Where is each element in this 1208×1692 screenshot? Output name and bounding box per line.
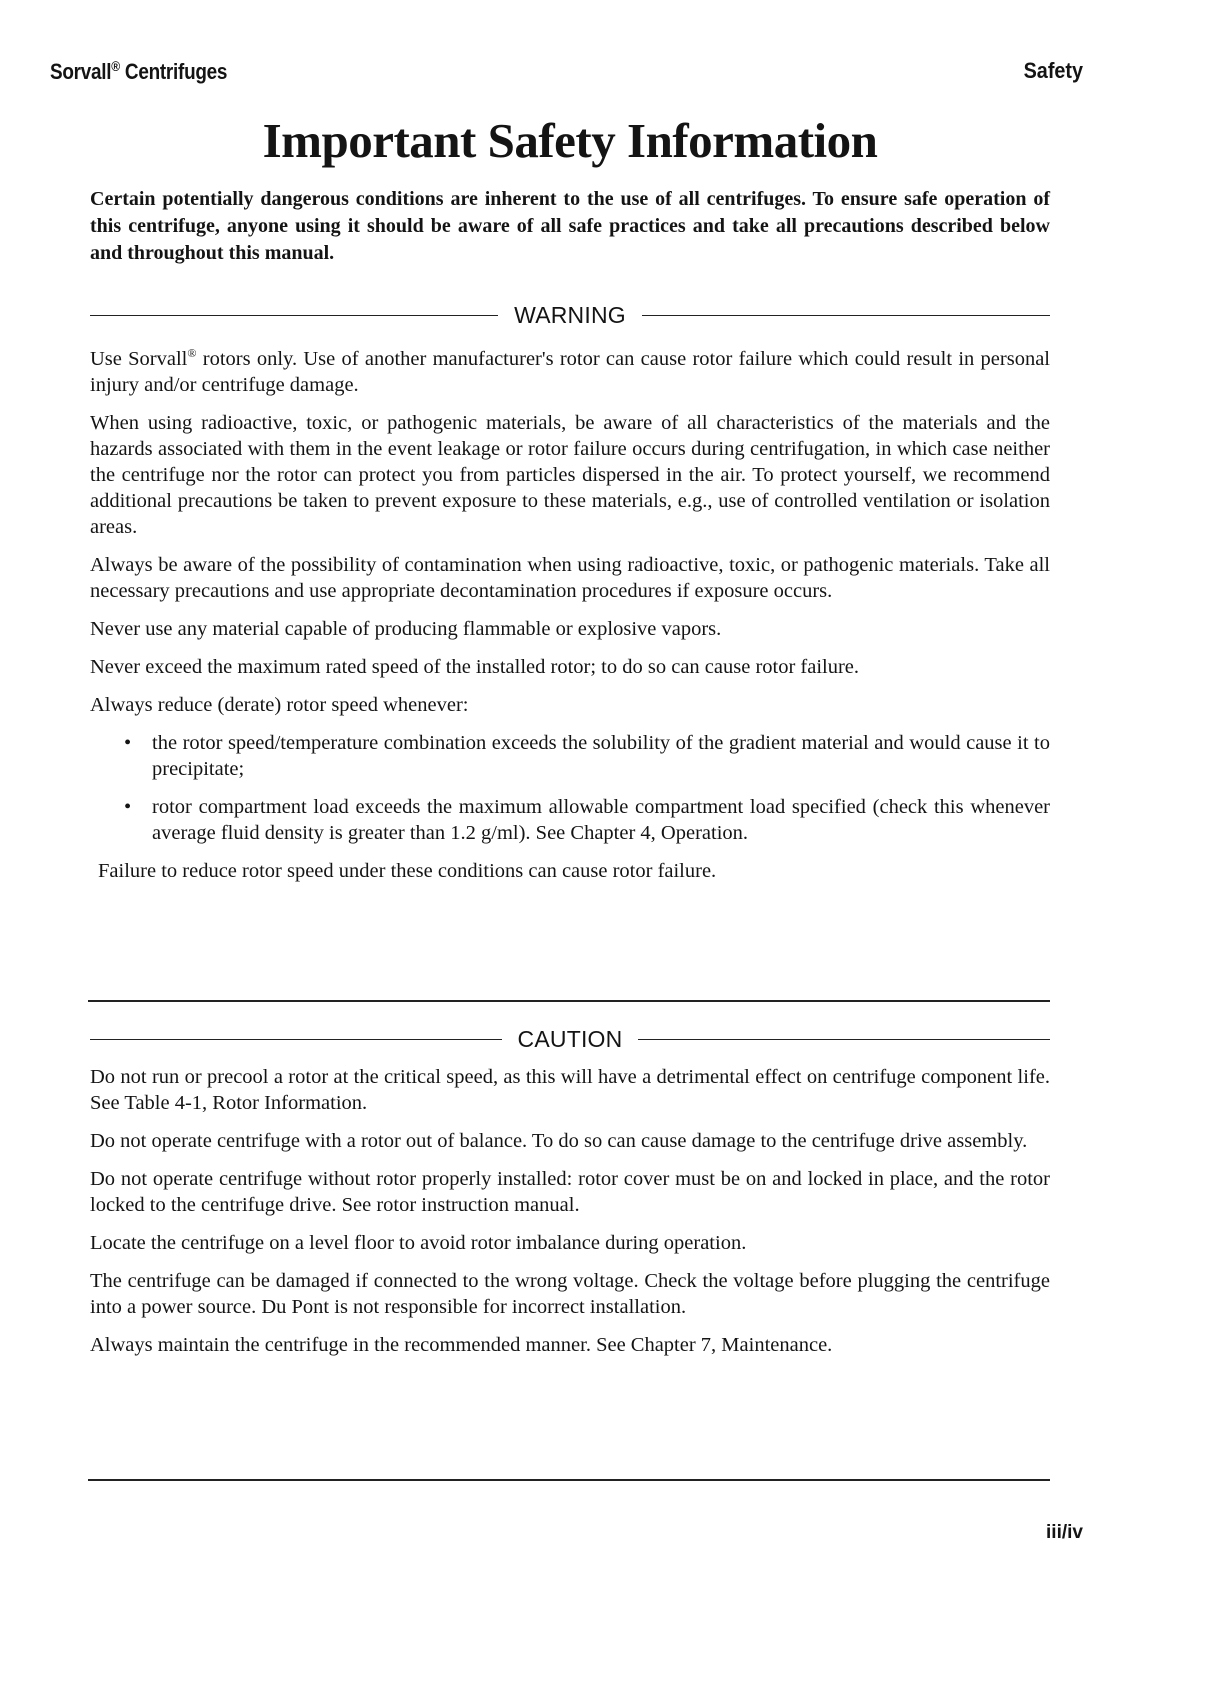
running-header-right: Safety [1023,58,1083,83]
warning-closing: Failure to reduce rotor speed under these conditions can cause rotor failure. [98,859,717,882]
warning-p1-registered-mark: ® [187,346,197,360]
list-item [90,794,1050,846]
running-header-left [50,58,227,85]
caution-paragraph-1: Do not run or precool a rotor at the critical speed, as this will have a detrimental effect on centrifuge component life. See Table 4-1, Rotor Information. [90,1066,1050,1114]
warning-p1-rest: rotors only. Use of another manufacturer's rotor can cause rotor failure which could result in personal injury and/or centrifuge damage. [90,347,1050,396]
bullet-icon: • [124,795,132,818]
list-item-text: the rotor speed/temperature combination exceeds the solubility of the gradient material and would cause it to precipitate; [152,731,1050,780]
caution-paragraph-6: Always maintain the centrifuge in the recommended manner. See Chapter 7, Maintenance. [90,1334,833,1356]
caution-section [90,1064,1050,1370]
caution-heading [90,1026,1050,1053]
warning-paragraph-5: Never exceed the maximum rated speed of the installed rotor; to do so can cause rotor failure. [90,655,860,678]
page-number: iii/iv [1046,1522,1083,1543]
warning-section [90,340,1050,896]
caution-heading-rule-right [638,1039,1050,1040]
page-title: Important Safety Information [262,113,878,168]
caution-heading-rule-left [90,1039,502,1040]
derate-conditions-list [90,730,1050,846]
caution-paragraph-3: Do not operate centrifuge without rotor properly installed: rotor cover must be on and locked in place, and the rotor locked to the centrifuge drive. See rotor instruction manual. [90,1168,1050,1216]
intro-paragraph: Certain potentially dangerous conditions are inherent to the use of all centrifuges. To ensure safe operation of this centrifuge, anyone using it should be aware of all safe practices and take all precautions described below and throughout this manual. [90,188,1050,264]
warning-end-rule [88,1000,1050,1002]
caution-paragraph-4: Locate the centrifuge on a level floor to avoid rotor imbalance during operation. [90,1232,747,1254]
caution-end-rule [88,1479,1050,1481]
warning-heading-label: WARNING [514,302,626,328]
warning-paragraph-4: Never use any material capable of producing flammable or explosive vapors. [90,617,722,640]
header-registered-mark: ® [111,58,120,74]
caution-paragraph-5: The centrifuge can be damaged if connected to the wrong voltage. Check the voltage before plugging the centrifuge into a power source. Du Pont is not responsible for incorrect installation. [90,1270,1050,1318]
warning-p1-start: Use Sorvall [90,347,188,370]
list-item [90,730,1050,782]
bullet-icon: • [124,731,132,754]
warning-heading-rule-left [90,315,498,316]
header-brand-rest: Centrifuges [119,59,228,84]
caution-heading-label: CAUTION [517,1026,623,1052]
warning-paragraph-2: When using radioactive, toxic, or pathogenic materials, be aware of all characteristics of the materials and the hazards associated with them in the event leakage or rotor failure occurs during centrifugation, in which case neither the centrifuge nor the rotor can protect you from particles dispersed in the air. To protect yourself, we recommend additional precautions be taken to prevent exposure to these materials, e.g., use of controlled ventilation or isolation areas. [90,411,1050,538]
header-brand: Sorvall [50,59,112,84]
caution-paragraph-2: Do not operate centrifuge with a rotor out of balance. To do so can cause damage to the centrifuge drive assembly. [90,1130,1028,1152]
warning-paragraph-1 [90,340,1050,398]
list-item-text: rotor compartment load exceeds the maximum allowable compartment load specified (check this whenever average fluid density is greater than 1.2 g/ml). See Chapter 4, Operation. [152,795,1050,844]
warning-heading-rule-right [642,315,1050,316]
warning-paragraph-6: Always reduce (derate) rotor speed whenever: [90,693,469,716]
warning-heading [90,302,1050,329]
warning-paragraph-3: Always be aware of the possibility of contamination when using radioactive, toxic, or pathogenic materials. Take all necessary precautions and use appropriate decontamination procedures if exposure occurs. [90,553,1050,602]
